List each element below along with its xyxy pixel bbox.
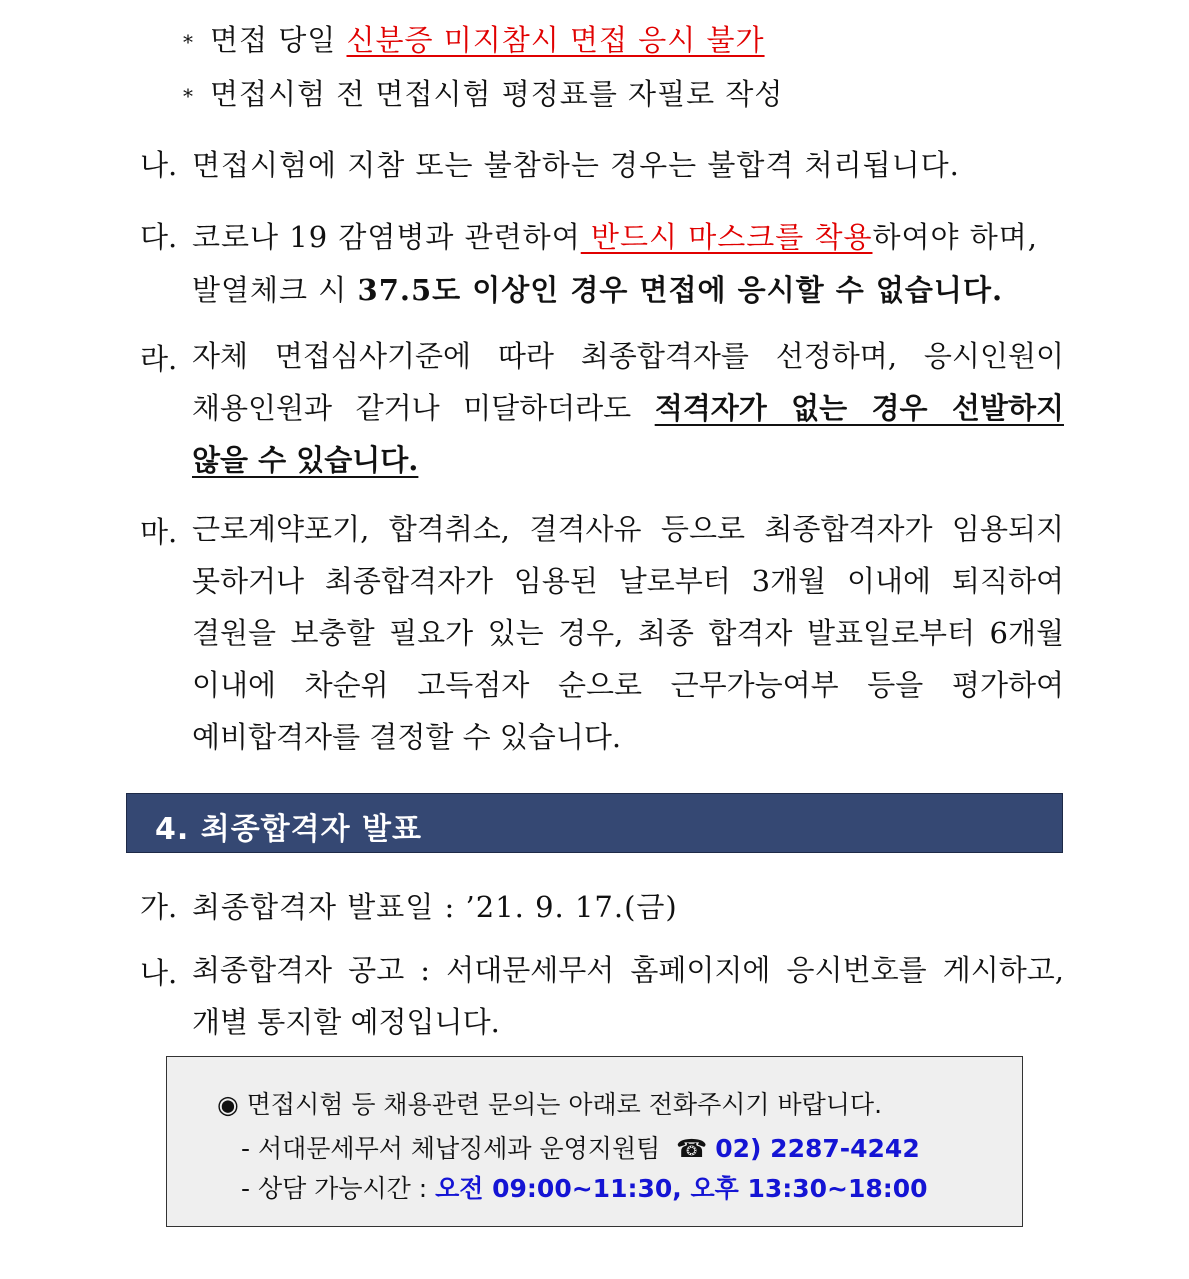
criteria-underline-end: 않을 수 있습니다. (192, 443, 419, 477)
item-label: 다. (140, 220, 178, 254)
item-criteria-line3 (192, 434, 1064, 486)
item-covid-line2 (192, 268, 1003, 309)
bullet-id-required (210, 18, 765, 59)
item-reserve-line: 예비합격자를 결정할 수 있습니다. (192, 720, 622, 754)
section-title: 4. 최종합격자 발표 (155, 812, 423, 847)
announcement-notice-line1: 최종합격자 공고 : 서대문세무서 홈페이지에 응시번호를 게시하고, (192, 953, 1064, 987)
item-reserve-line: 근로계약포기, 합격취소, 결격사유 등으로 최종합격자가 임용되지 (192, 512, 1064, 546)
contact-dept-row (241, 1129, 920, 1165)
bullet-marker: * (183, 84, 193, 108)
radio-bullet-icon: ◉ (217, 1090, 239, 1119)
bullet-text: 면접 당일 (210, 23, 347, 57)
item-label: 나. (140, 148, 178, 182)
item-label: 나. (140, 956, 178, 990)
contact-hours-row (241, 1169, 928, 1205)
criteria-underline: 적격자가 없는 경우 선발하지 (654, 391, 1064, 425)
covid-text-tail: 하여야 하며, (872, 220, 1039, 254)
section-header (126, 793, 1063, 853)
announcement-date: 최종합격자 발표일 : ’21. 9. 17.(금) (192, 890, 678, 924)
contact-box (166, 1056, 1023, 1227)
item-reserve-line: 이내에 차순위 고득점자 순으로 근무가능여부 등을 평가하여 (192, 668, 1064, 702)
contact-hours-label: - 상담 가능시간 : (241, 1174, 428, 1203)
item-reserve-line: 결원을 보충할 필요가 있는 경우, 최종 합격자 발표일로부터 6개월 (192, 616, 1064, 650)
item-label: 마. (140, 515, 178, 549)
item-label: 라. (140, 342, 178, 376)
fever-check-bold: 37.5도 이상인 경우 면접에 응시할 수 없습니다. (357, 273, 1004, 307)
fever-check-text: 발열체크 시 (192, 273, 358, 307)
item-covid-line1 (192, 215, 1038, 256)
bullet-emphasis: 신분증 미지참시 면접 응시 불가 (346, 23, 765, 57)
contact-phone: 02) 2287-4242 (715, 1134, 920, 1163)
contact-title-row (217, 1085, 882, 1121)
phone-icon: ☎ (676, 1134, 708, 1163)
contact-dept: - 서대문세무서 체납징세과 운영지원팀 (241, 1134, 661, 1163)
item-absence-text: 면접시험에 지참 또는 불참하는 경우는 불합격 처리됩니다. (192, 148, 960, 182)
criteria-text: 채용인원과 같거나 미달하더라도 (192, 391, 655, 425)
item-label: 가. (140, 890, 178, 924)
mask-emphasis: 반드시 마스크를 착용 (580, 220, 873, 254)
item-criteria-line2 (192, 382, 1064, 434)
item-reserve-line: 못하거나 최종합격자가 임용된 날로부터 3개월 이내에 퇴직하여 (192, 564, 1064, 598)
bullet-marker: * (183, 30, 193, 54)
bullet-evaluation-sheet: 면접시험 전 면접시험 평정표를 자필로 작성 (210, 77, 784, 111)
announcement-notice-line2: 개별 통지할 예정입니다. (192, 1005, 500, 1039)
covid-text: 코로나 19 감염병과 관련하여 (192, 220, 581, 254)
item-criteria-line1: 자체 면접심사기준에 따라 최종합격자를 선정하며, 응시인원이 (192, 339, 1064, 373)
contact-hours: 오전 09:00~11:30, 오후 13:30~18:00 (435, 1174, 928, 1203)
contact-title: 면접시험 등 채용관련 문의는 아래로 전화주시기 바랍니다. (246, 1090, 883, 1119)
